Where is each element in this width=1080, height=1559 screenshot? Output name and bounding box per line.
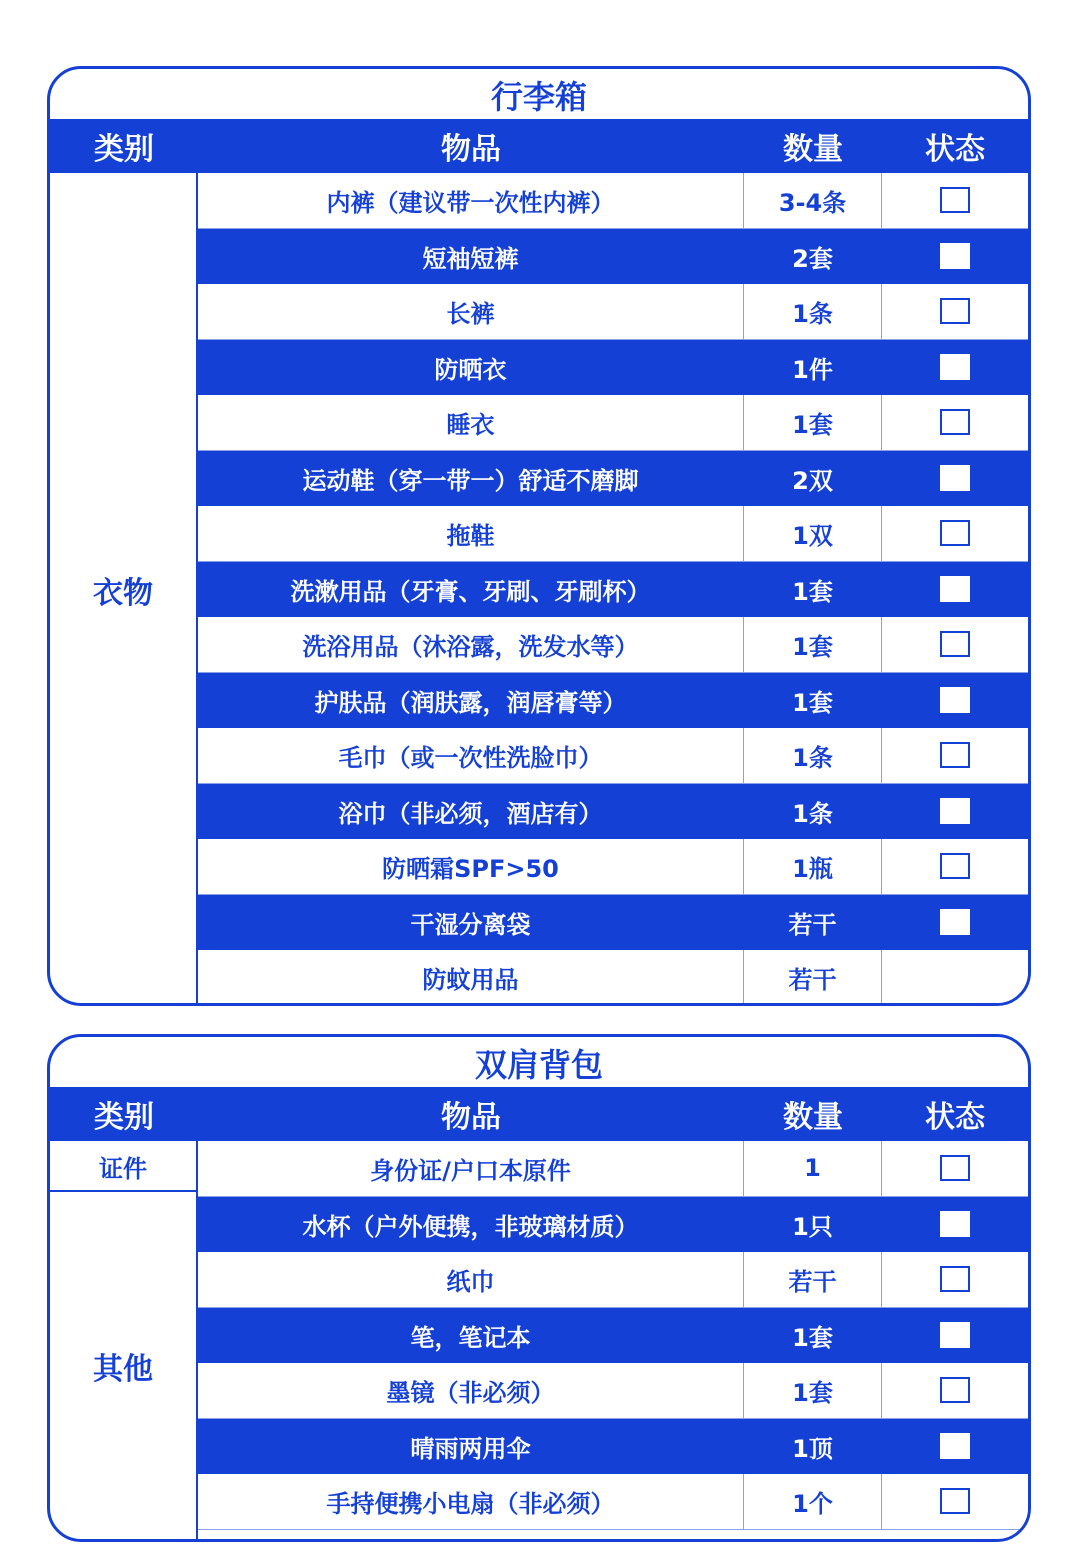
status-checkbox[interactable] [940,576,970,602]
header-item: 物品 [441,132,501,167]
table-row [198,506,1028,562]
item-quantity: 2双 [744,451,882,507]
item-quantity: 若干 [744,1252,882,1307]
status-checkbox[interactable] [940,1266,970,1292]
table-row [198,673,1028,729]
suitcase-rows [198,173,1028,1006]
item-name: 短袖短裤 [198,229,744,285]
item-name: 纸巾 [198,1252,744,1307]
item-quantity: 1套 [744,617,882,672]
status-cell [882,340,1028,396]
header-quantity: 数量 [783,132,843,167]
status-cell [882,562,1028,618]
table-row [198,1308,1028,1364]
suitcase-header-row [50,119,1028,173]
status-cell [882,284,1028,339]
category-clothing: 衣物 [50,173,198,1006]
item-name: 防晒霜SPF>50 [198,839,744,894]
item-quantity: 1条 [744,784,882,840]
item-name: 运动鞋（穿一带一）舒适不磨脚 [198,451,744,507]
table-row [198,1141,1028,1197]
header-status: 状态 [925,1100,985,1135]
status-cell [882,784,1028,840]
item-quantity: 1条 [744,728,882,783]
status-checkbox[interactable] [940,409,970,435]
suitcase-card [47,66,1031,1006]
item-quantity: 若干 [744,895,882,951]
item-name: 晴雨两用伞 [198,1419,744,1475]
status-checkbox[interactable] [940,1377,970,1403]
status-checkbox[interactable] [940,742,970,768]
item-quantity: 1套 [744,562,882,618]
item-quantity: 3-4条 [744,173,882,228]
table-row [198,728,1028,784]
item-name: 护肤品（润肤露，润唇膏等） [198,673,744,729]
status-cell [882,1363,1028,1418]
backpack-title: 双肩背包 [474,1046,603,1084]
status-checkbox[interactable] [940,1211,970,1237]
category-other: 其他 [50,1192,198,1539]
item-quantity: 1套 [744,395,882,450]
item-name: 水杯（户外便携，非玻璃材质） [198,1197,744,1253]
table-row [198,1363,1028,1419]
status-cell [882,1141,1028,1196]
item-quantity: 1双 [744,506,882,561]
table-row [198,950,1028,1006]
status-checkbox[interactable] [940,853,970,879]
item-name: 洗浴用品（沐浴露，洗发水等） [198,617,744,672]
item-quantity: 2套 [744,229,882,285]
item-name: 笔，笔记本 [198,1308,744,1364]
status-checkbox[interactable] [940,1322,970,1348]
item-name: 手持便携小电扇（非必须） [198,1474,744,1529]
table-row [198,1419,1028,1475]
backpack-card [47,1034,1031,1542]
status-checkbox[interactable] [940,1433,970,1459]
item-quantity: 1顶 [744,1419,882,1475]
status-cell [882,839,1028,894]
item-name: 拖鞋 [198,506,744,561]
table-row [198,1252,1028,1308]
status-cell [882,229,1028,285]
item-quantity: 1套 [744,1308,882,1364]
status-checkbox[interactable] [940,187,970,213]
status-checkbox[interactable] [940,1488,970,1514]
item-quantity: 1瓶 [744,839,882,894]
item-quantity: 若干 [744,950,882,1005]
suitcase-title: 行李箱 [490,78,587,116]
item-name: 洗漱用品（牙膏、牙刷、牙刷杯） [198,562,744,618]
item-name: 睡衣 [198,395,744,450]
status-cell [882,173,1028,228]
status-checkbox[interactable] [940,354,970,380]
status-checkbox[interactable] [940,465,970,491]
item-quantity: 1套 [744,1363,882,1418]
header-category: 类别 [94,1100,154,1135]
item-name: 毛巾（或一次性洗脸巾） [198,728,744,783]
header-quantity: 数量 [783,1100,843,1135]
item-quantity: 1 [744,1141,882,1196]
table-row [198,395,1028,451]
table-row [198,1197,1028,1253]
status-cell [882,1252,1028,1307]
status-cell [882,673,1028,729]
table-row [198,229,1028,285]
status-cell [882,1197,1028,1253]
table-row [198,617,1028,673]
status-cell [882,950,1028,1005]
status-checkbox[interactable] [940,798,970,824]
table-row [198,340,1028,396]
status-cell [882,395,1028,450]
status-checkbox[interactable] [940,520,970,546]
item-name: 墨镜（非必须） [198,1363,744,1418]
item-quantity: 1套 [744,673,882,729]
item-quantity: 1个 [744,1474,882,1529]
item-name: 防蚊用品 [198,950,744,1005]
status-checkbox[interactable] [940,1155,970,1181]
backpack-header-row [50,1087,1028,1141]
item-quantity: 1条 [744,284,882,339]
status-cell [882,617,1028,672]
backpack-rows [198,1141,1028,1539]
table-row [198,839,1028,895]
table-row [198,451,1028,507]
status-cell [882,1474,1028,1529]
status-cell [882,895,1028,951]
item-name: 防晒衣 [198,340,744,396]
item-name: 长裤 [198,284,744,339]
header-status: 状态 [925,132,985,167]
status-checkbox[interactable] [940,298,970,324]
item-name: 身份证/户口本原件 [198,1141,744,1196]
table-row [198,784,1028,840]
status-checkbox[interactable] [940,909,970,935]
header-item: 物品 [441,1100,501,1135]
header-category: 类别 [94,132,154,167]
status-cell [882,506,1028,561]
status-checkbox[interactable] [940,687,970,713]
status-checkbox[interactable] [940,631,970,657]
table-row [198,895,1028,951]
item-name: 浴巾（非必须，酒店有） [198,784,744,840]
item-quantity: 1件 [744,340,882,396]
table-row [198,562,1028,618]
table-row [198,284,1028,340]
table-row [198,173,1028,229]
table-row [198,1474,1028,1530]
status-cell [882,451,1028,507]
status-cell [882,1419,1028,1475]
item-name: 内裤（建议带一次性内裤） [198,173,744,228]
item-quantity: 1只 [744,1197,882,1253]
category-documents: 证件 [50,1141,198,1192]
status-checkbox[interactable] [940,243,970,269]
item-name: 干湿分离袋 [198,895,744,951]
status-cell [882,1308,1028,1364]
status-cell [882,728,1028,783]
